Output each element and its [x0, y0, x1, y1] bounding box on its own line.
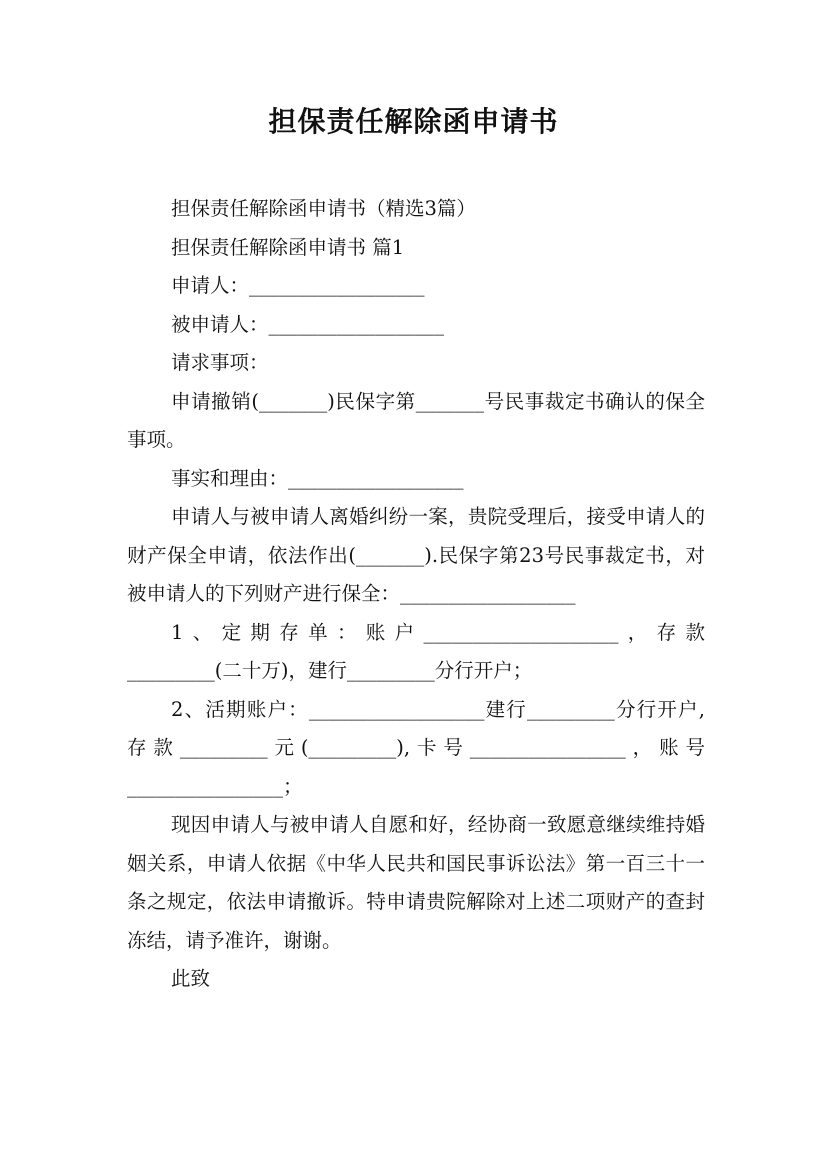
paragraph-withdrawal: 现因申请人与被申请人自愿和好，经协商一致愿意继续维持婚姻关系，申请人依据《中华人民共和国民事诉讼法》第一百三十一条之规定，依法申请撤诉。特申请贵院解除对上述二项财产的查封冻结，请予准许，谢谢。	[127, 813, 705, 952]
paragraph-respondent: 被申请人：__________________	[171, 312, 445, 336]
paragraph-closing: 此致	[171, 967, 211, 990]
document-title: 担保责任解除函申请书	[268, 105, 559, 138]
paragraph-item-1: 1、定期存单：账户____________________，存款_________(二十万)，建行_________分行开户；	[127, 620, 705, 682]
paragraph-facts: 申请人与被申请人离婚纠纷一案，贵院受理后，接受申请人的财产保全申请，依法作出(_______).民保字第23号民事裁定书，对被申请人的下列财产进行保全：__________________	[127, 505, 705, 605]
paragraph-applicant: 申请人：__________________	[171, 274, 425, 297]
paragraph-subtitle: 担保责任解除函申请书（精选3篇）	[171, 197, 476, 220]
paragraph-section-heading: 担保责任解除函申请书 篇1	[171, 235, 405, 259]
paragraph-item-2: 2、活期账户：__________________建行_________分行开户,存款_________元(_________),卡号________________，账号________________；	[127, 697, 705, 798]
paragraph-request: 申请撤销(_______)民保字第_______号民事裁定书确认的保全事项。	[127, 389, 705, 451]
document-body	[127, 190, 705, 999]
paragraph-request-heading: 请求事项：	[171, 351, 269, 374]
paragraph-facts-heading: 事实和理由：__________________	[171, 466, 464, 490]
